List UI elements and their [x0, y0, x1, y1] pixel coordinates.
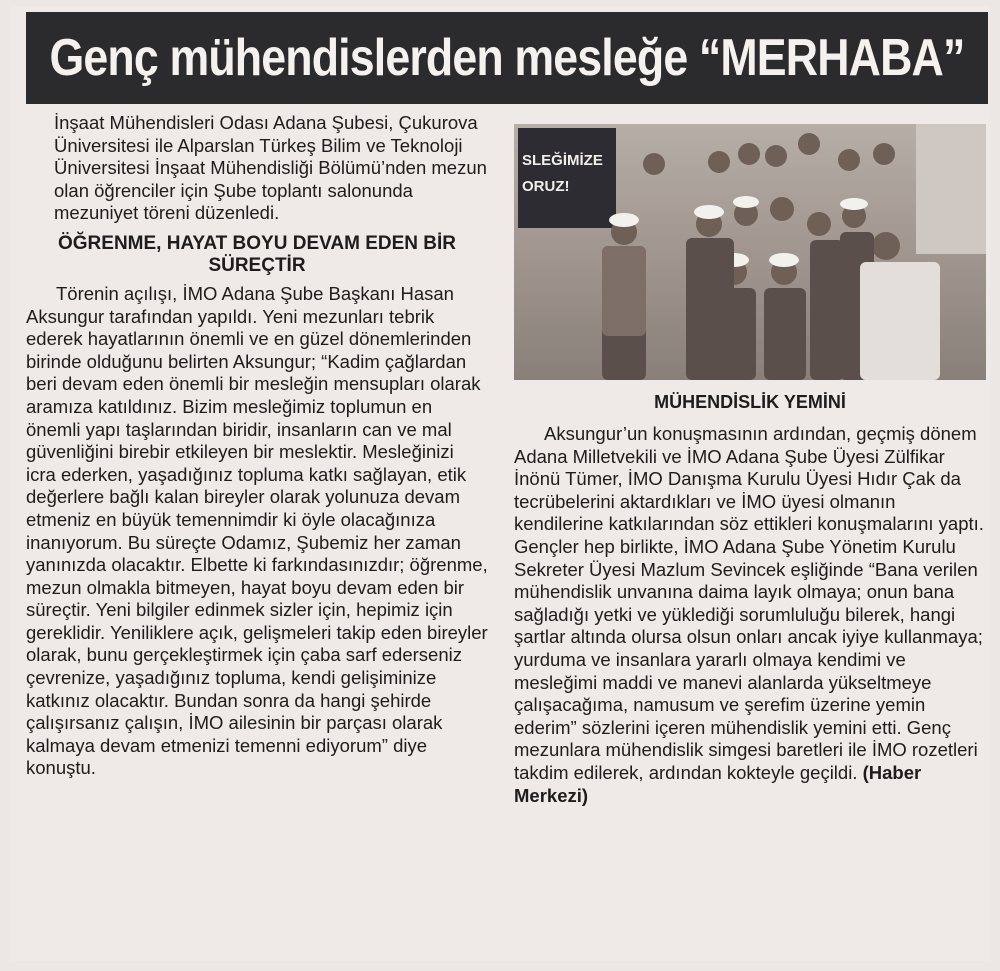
right-column — [514, 124, 986, 807]
oath-text: Aksungur’un konuşmasının ardından, geçmiş dönem Adana Milletvekili ve İMO Adana Şube Üyesi Zülfikar İnönü Tümer, İMO Danışma Kurulu Üyesi Hıdır Çak da tecrübelerini aktardıkları ve İMO üyesi olmanın kendilerine katkılarından söz ettikleri konuşmalarını yaptı. Gençler hep birlikte, İMO Adana Şube Yönetim Kurulu Sekreter Üyesi Mazlum Sevincek eşliğinde “Bana verilen mühendislik unvanına daima layık olmaya; onun bana sağladığı yetki ve yüklediği sorumluluğu bilerek, hangi şartlar altında olursa olsun onları ancak iyiye kullanmaya; yurduma ve insanlara yararlı olmaya kendimi ve mesleğimi maddi ve manevi alanlarda yükseltmeye çalışacağıma, namusum ve şerefim üzerine yemin ederim” sözlerini içeren mühendislik yemini etti. Genç mezunlara mühendislik simgesi baretleri ile İMO rozetleri takdim edilerek, ardından kokteyle geçildi. — [514, 423, 984, 783]
photo-banner: SLEĞİMİZE ORUZ! — [518, 128, 616, 228]
left-column — [26, 112, 488, 780]
group-of-graduates — [514, 124, 986, 380]
section-heading-oath: MÜHENDİSLİK YEMİNİ — [654, 392, 846, 412]
byline: (Haber Merkezi) — [514, 761, 922, 806]
speech-paragraph: Törenin açılışı, İMO Adana Şube Başkanı Hasan Aksungur tarafından yapıldı. Yeni mezunları tebrik ederek hayatlarının önemli ve en güzel dönemlerinden birinde olduğunu belirten Aksungur; “Kadim çağlardan beri devam eden önemli bir mesleğin mensupları olarak aramıza katıldınız. Bizim mesleğimiz toplumun en önemli yapı taşlarından biridir, insanların can ve mal güvenliğini birebir etkileyen bir meslektir. Mesleğinizi icra ederken, yaşadığınız topluma katkı sağlayan, etik değerlere bağlı kalan bireyler olarak yolunuza devam etmeniz en büyük temennimdir ki öyle olacağınıza inanıyorum. Bu süreçte Odamız, Şubemiz her zaman yanınızda olacaktır. Elbette ki farkındasınızdır; öğrenme, mezun olmakla bitmeyen, hayat boyu devam eden bir süreçtir. Yeni bilgiler edinmek sizler için, hepimiz için gereklidir. Yeniliklere açık, gelişmeleri takip eden bireyler olarak, bunu gerçekleştirmek için çaba sarf ederseniz çevrenize, yaşadığınız topluma, kendi gelişiminize katkınız olacaktır. Bundan sonra da hangi şehirde çalışırsanız çalışın, İMO ailesinin bir parçası olarak kalmaya devam etmenizi temenni ediyorum” diye konuştu. — [26, 282, 488, 779]
section-heading-learning: ÖĞRENME, HAYAT BOYU DEVAM EDEN BİR SÜREÇTİR — [58, 232, 456, 276]
headline-bar — [26, 12, 988, 104]
intro-paragraph: İnşaat Mühendisleri Odası Adana Şubesi, Çukurova Üniversitesi ile Alparslan Türkeş Bilim ve Teknoloji Üniversitesi İnşaat Mühendisliği Bölümü’nden mezun olan öğrenciler için Şube toplantı salonunda mezuniyet töreni düzenledi. — [54, 112, 487, 224]
graduation-photo — [514, 124, 986, 380]
headline: Genç mühendislerden mesleğe “MERHABA” — [49, 29, 965, 87]
oath-paragraph — [514, 423, 986, 807]
